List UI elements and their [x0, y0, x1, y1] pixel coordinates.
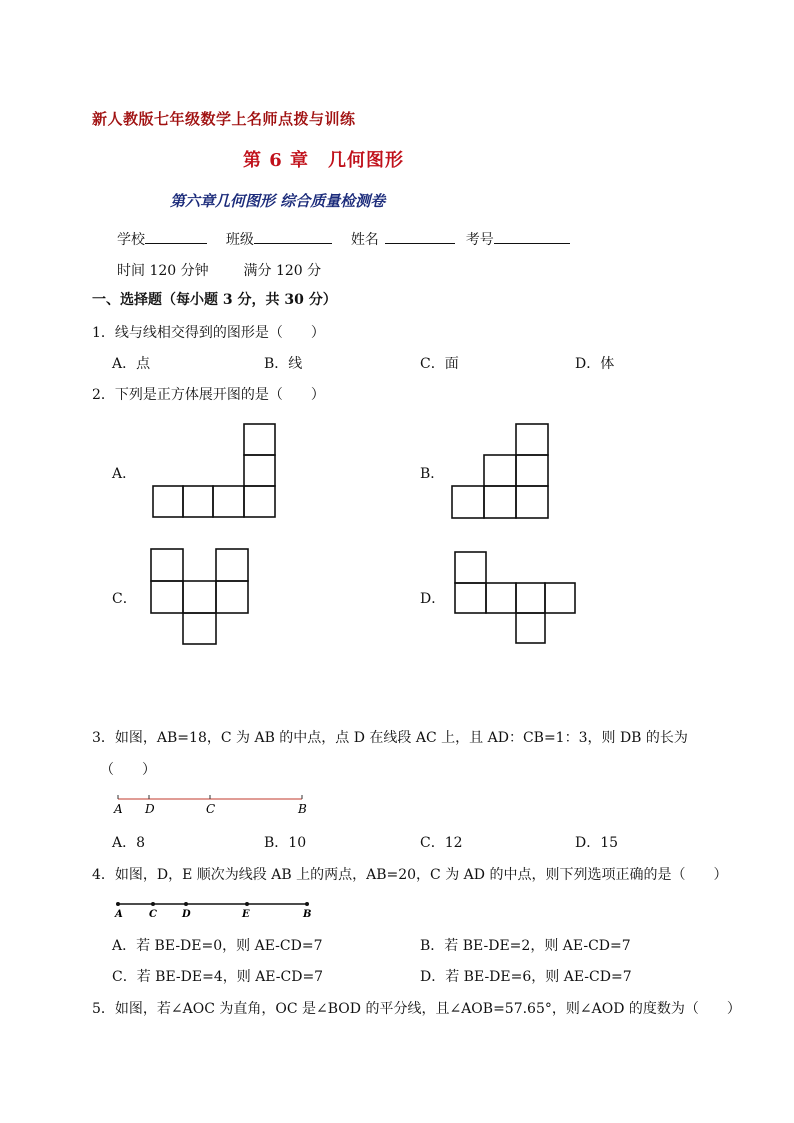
q4-point-d	[184, 902, 188, 906]
exam-subtitle: 第六章几何图形 综合质量检测卷	[170, 192, 386, 210]
q2-option-d[interactable]: D．	[420, 591, 446, 607]
q4-label-e: E	[242, 909, 250, 920]
q3-label-d: D	[145, 802, 155, 816]
q4-label-c: C	[149, 909, 157, 920]
q1-option-d[interactable]: D．体	[575, 356, 615, 372]
question-5: 5．如图，若∠AOC 为直角，OC 是∠BOD 的平分线，且∠AOB=57.65°，则∠AOD 的度数为（ ）	[92, 1001, 741, 1017]
class-label: 班级	[225, 232, 254, 248]
q4-option-b[interactable]: B．若 BE-DE=2，则 AE-CD=7	[420, 938, 631, 954]
chapter-title: 第 6 章 几何图形	[243, 150, 405, 171]
q4-label-a: A	[115, 909, 123, 920]
q4-point-c	[151, 902, 155, 906]
q4-option-c[interactable]: C．若 BE-DE=4，则 AE-CD=7	[112, 969, 324, 985]
q2-option-c[interactable]: C．	[112, 591, 137, 607]
q3-option-a[interactable]: A．8	[112, 835, 146, 851]
q4-point-e	[245, 902, 249, 906]
q2-option-b[interactable]: B．	[420, 466, 445, 482]
score-text: 满分 120 分	[243, 263, 322, 279]
series-title: 新人教版七年级数学上名师点拨与训练	[92, 110, 356, 128]
q3-option-d[interactable]: D．15	[575, 835, 619, 851]
section-heading: 一、选择题（每小题 3 分，共 30 分）	[92, 292, 337, 308]
time-text: 时间 120 分钟	[117, 263, 209, 279]
q4-option-d[interactable]: D．若 BE-DE=6，则 AE-CD=7	[420, 969, 632, 985]
q1-option-b[interactable]: B．线	[264, 356, 303, 372]
q1-option-c[interactable]: C．面	[420, 356, 459, 372]
question-4: 4．如图，D，E 顺次为线段 AB 上的两点，AB=20，C 为 AD 的中点，则下列选项正确的是（ ）	[92, 867, 728, 883]
q4-label-b: B	[303, 909, 312, 920]
q4-option-a[interactable]: A．若 BE-DE=0，则 AE-CD=7	[112, 938, 323, 954]
q3-label-c: C	[206, 802, 216, 816]
name-label: 姓名	[350, 232, 379, 248]
school-label: 学校	[117, 232, 145, 248]
question-2: 2．下列是正方体展开图的是（ ）	[92, 387, 325, 403]
q2-option-a[interactable]: A．	[112, 466, 137, 482]
question-1: 1．线与线相交得到的图形是（ ）	[92, 325, 325, 341]
q3-label-a: A	[114, 802, 123, 816]
question-3: 3．如图，AB=18，C 为 AB 的中点，点 D 在线段 AC 上，且 AD：CB=1：3，则 DB 的长为	[92, 730, 688, 746]
question-3-bracket: （ ）	[100, 762, 156, 778]
q3-option-b[interactable]: B．10	[264, 835, 307, 851]
q4-point-b	[305, 902, 309, 906]
q3-option-c[interactable]: C．12	[420, 835, 463, 851]
exam-no-label: 考号	[465, 232, 494, 248]
q4-label-d: D	[182, 909, 191, 920]
q4-point-a	[116, 902, 120, 906]
q3-label-b: B	[298, 802, 307, 816]
q1-option-a[interactable]: A．点	[112, 356, 151, 372]
